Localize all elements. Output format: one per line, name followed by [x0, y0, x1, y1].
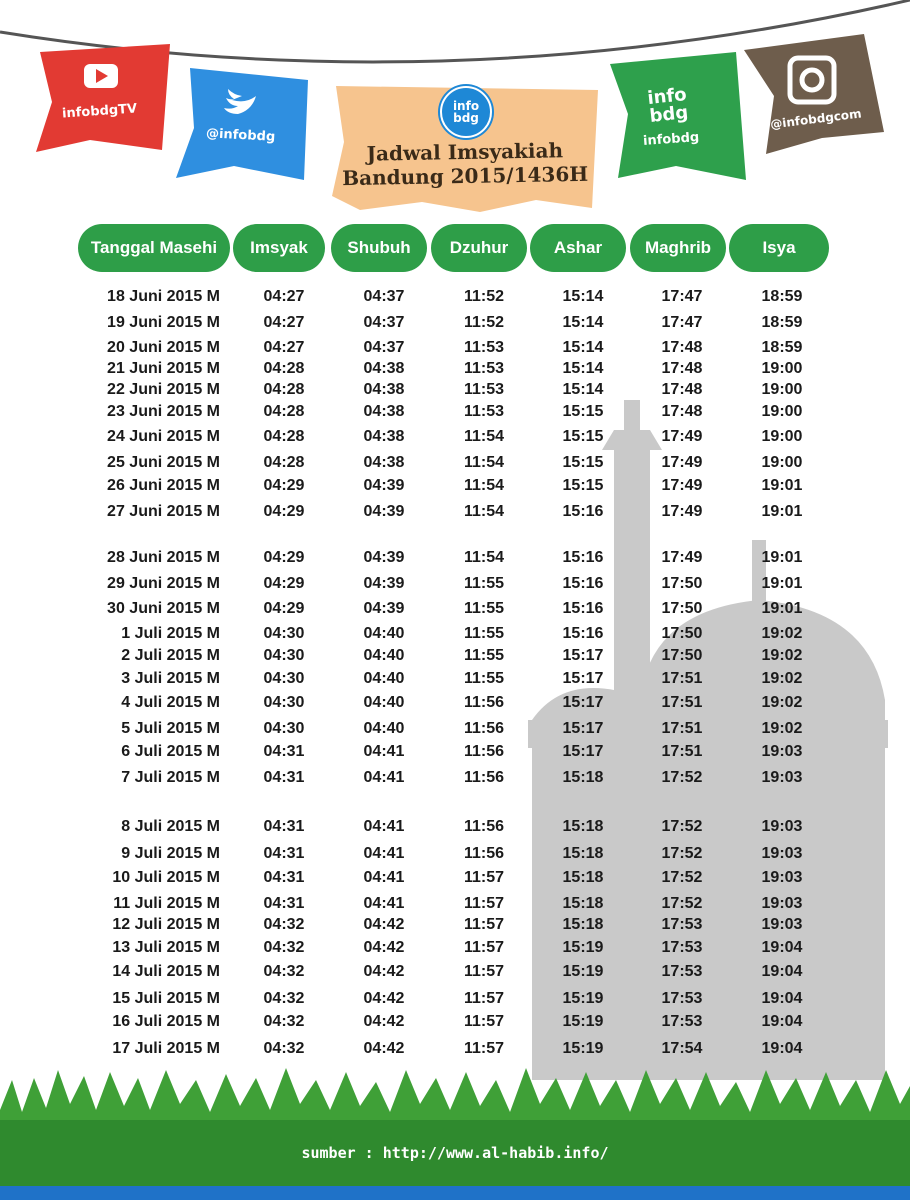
time-cell-imsyak: 04:31	[263, 769, 305, 786]
date-cell: 4 Juli 2015 M	[121, 694, 220, 711]
time-cell-shubuh: 04:38	[363, 381, 405, 398]
date-cell: 25 Juni 2015 M	[107, 454, 220, 471]
time-cell-ashar: 15:18	[562, 869, 604, 886]
table-row	[0, 288, 910, 308]
date-cell: 7 Juli 2015 M	[121, 769, 220, 786]
flag-instagram-label: @infobdgcom	[769, 106, 863, 132]
time-cell-dzuhur: 11:54	[463, 477, 505, 494]
time-cell-ashar: 15:15	[562, 403, 604, 420]
time-cell-maghrib: 17:53	[661, 939, 703, 956]
time-cell-dzuhur: 11:56	[463, 720, 505, 737]
time-cell-shubuh: 04:37	[363, 339, 405, 356]
time-cell-ashar: 15:19	[562, 963, 604, 980]
time-cell-shubuh: 04:39	[363, 549, 405, 566]
time-cell-isya: 19:02	[761, 647, 803, 664]
table-row	[0, 339, 910, 359]
time-cell-dzuhur: 11:53	[463, 339, 505, 356]
time-cell-isya: 19:01	[761, 549, 803, 566]
time-cell-imsyak: 04:30	[263, 720, 305, 737]
header-tanggal: Tanggal Masehi	[78, 224, 230, 272]
time-cell-isya: 19:04	[761, 1013, 803, 1030]
table-row	[0, 381, 910, 401]
time-cell-isya: 19:03	[761, 769, 803, 786]
time-cell-dzuhur: 11:56	[463, 818, 505, 835]
time-cell-dzuhur: 11:54	[463, 549, 505, 566]
time-cell-ashar: 15:16	[562, 575, 604, 592]
time-cell-ashar: 15:17	[562, 694, 604, 711]
time-cell-maghrib: 17:51	[661, 720, 703, 737]
table-row	[0, 939, 910, 959]
date-cell: 28 Juni 2015 M	[107, 549, 220, 566]
date-cell: 20 Juni 2015 M	[107, 339, 220, 356]
time-cell-shubuh: 04:40	[363, 625, 405, 642]
time-cell-maghrib: 17:53	[661, 990, 703, 1007]
date-cell: 10 Juli 2015 M	[112, 869, 220, 886]
time-cell-maghrib: 17:53	[661, 916, 703, 933]
time-cell-maghrib: 17:51	[661, 694, 703, 711]
time-cell-maghrib: 17:47	[661, 288, 703, 305]
time-cell-imsyak: 04:28	[263, 403, 305, 420]
time-cell-shubuh: 04:37	[363, 288, 405, 305]
time-cell-shubuh: 04:42	[363, 1040, 405, 1057]
time-cell-maghrib: 17:49	[661, 428, 703, 445]
time-cell-ashar: 15:18	[562, 818, 604, 835]
time-cell-shubuh: 04:41	[363, 769, 405, 786]
time-cell-shubuh: 04:38	[363, 454, 405, 471]
time-cell-dzuhur: 11:57	[463, 963, 505, 980]
table-row	[0, 503, 910, 523]
time-cell-ashar: 15:14	[562, 381, 604, 398]
time-cell-dzuhur: 11:54	[463, 428, 505, 445]
time-cell-dzuhur: 11:56	[463, 845, 505, 862]
time-cell-shubuh: 04:40	[363, 694, 405, 711]
time-cell-ashar: 15:14	[562, 288, 604, 305]
date-cell: 13 Juli 2015 M	[112, 939, 220, 956]
time-cell-ashar: 15:15	[562, 477, 604, 494]
time-cell-ashar: 15:16	[562, 600, 604, 617]
time-cell-shubuh: 04:42	[363, 1013, 405, 1030]
time-cell-isya: 19:00	[761, 381, 803, 398]
time-cell-imsyak: 04:27	[263, 314, 305, 331]
date-cell: 18 Juni 2015 M	[107, 288, 220, 305]
date-cell: 23 Juni 2015 M	[107, 403, 220, 420]
time-cell-ashar: 15:19	[562, 1040, 604, 1057]
time-cell-maghrib: 17:50	[661, 625, 703, 642]
date-cell: 6 Juli 2015 M	[121, 743, 220, 760]
time-cell-maghrib: 17:48	[661, 339, 703, 356]
time-cell-isya: 19:02	[761, 720, 803, 737]
time-cell-maghrib: 17:49	[661, 477, 703, 494]
time-cell-ashar: 15:14	[562, 314, 604, 331]
time-cell-isya: 19:01	[761, 600, 803, 617]
time-cell-dzuhur: 11:57	[463, 869, 505, 886]
table-row	[0, 769, 910, 789]
table-row	[0, 743, 910, 763]
time-cell-shubuh: 04:38	[363, 360, 405, 377]
table-row	[0, 869, 910, 889]
time-cell-isya: 19:00	[761, 454, 803, 471]
time-cell-dzuhur: 11:56	[463, 743, 505, 760]
table-row	[0, 895, 910, 915]
time-cell-dzuhur: 11:54	[463, 503, 505, 520]
time-cell-ashar: 15:14	[562, 360, 604, 377]
time-cell-imsyak: 04:31	[263, 845, 305, 862]
time-cell-imsyak: 04:29	[263, 477, 305, 494]
time-cell-imsyak: 04:32	[263, 963, 305, 980]
time-cell-dzuhur: 11:57	[463, 916, 505, 933]
date-cell: 16 Juli 2015 M	[112, 1013, 220, 1030]
time-cell-dzuhur: 11:56	[463, 694, 505, 711]
time-cell-imsyak: 04:27	[263, 288, 305, 305]
time-cell-ashar: 15:19	[562, 1013, 604, 1030]
table-row	[0, 428, 910, 448]
time-cell-imsyak: 04:32	[263, 1040, 305, 1057]
table-row	[0, 990, 910, 1010]
date-cell: 3 Juli 2015 M	[121, 670, 220, 687]
time-cell-imsyak: 04:32	[263, 990, 305, 1007]
table-row	[0, 575, 910, 595]
time-cell-imsyak: 04:30	[263, 670, 305, 687]
time-cell-isya: 18:59	[761, 314, 803, 331]
flag-infobdg-logo: info bdg	[646, 84, 690, 127]
time-cell-isya: 19:01	[761, 575, 803, 592]
time-cell-dzuhur: 11:53	[463, 360, 505, 377]
time-cell-shubuh: 04:38	[363, 428, 405, 445]
infobdg-logo: info bdg	[440, 86, 492, 138]
time-cell-shubuh: 04:40	[363, 670, 405, 687]
time-cell-ashar: 15:17	[562, 647, 604, 664]
time-cell-shubuh: 04:37	[363, 314, 405, 331]
header-isya: Isya	[729, 224, 829, 272]
time-cell-ashar: 15:17	[562, 670, 604, 687]
time-cell-ashar: 15:16	[562, 625, 604, 642]
date-cell: 11 Juli 2015 M	[113, 895, 220, 912]
time-cell-ashar: 15:18	[562, 916, 604, 933]
time-cell-maghrib: 17:51	[661, 670, 703, 687]
time-cell-shubuh: 04:40	[363, 720, 405, 737]
date-cell: 2 Juli 2015 M	[121, 647, 220, 664]
page-title-line1: Jadwal Imsyakiah	[366, 138, 564, 166]
time-cell-maghrib: 17:49	[661, 549, 703, 566]
time-cell-imsyak: 04:31	[263, 743, 305, 760]
time-cell-ashar: 15:14	[562, 339, 604, 356]
time-cell-maghrib: 17:49	[661, 454, 703, 471]
time-cell-ashar: 15:18	[562, 769, 604, 786]
time-cell-isya: 19:02	[761, 625, 803, 642]
time-cell-imsyak: 04:31	[263, 818, 305, 835]
time-cell-imsyak: 04:28	[263, 360, 305, 377]
time-cell-maghrib: 17:52	[661, 769, 703, 786]
time-cell-imsyak: 04:28	[263, 381, 305, 398]
time-cell-isya: 19:03	[761, 845, 803, 862]
time-cell-maghrib: 17:52	[661, 818, 703, 835]
time-cell-imsyak: 04:27	[263, 339, 305, 356]
date-cell: 8 Juli 2015 M	[121, 818, 220, 835]
time-cell-dzuhur: 11:57	[463, 895, 505, 912]
table-row	[0, 1040, 910, 1060]
time-cell-ashar: 15:18	[562, 845, 604, 862]
time-cell-shubuh: 04:39	[363, 575, 405, 592]
time-cell-isya: 19:03	[761, 895, 803, 912]
time-cell-ashar: 15:15	[562, 428, 604, 445]
page-title	[340, 138, 591, 190]
time-cell-shubuh: 04:41	[363, 845, 405, 862]
time-cell-imsyak: 04:31	[263, 869, 305, 886]
date-cell: 24 Juni 2015 M	[107, 428, 220, 445]
time-cell-dzuhur: 11:57	[463, 1013, 505, 1030]
time-cell-dzuhur: 11:57	[463, 1040, 505, 1057]
time-cell-imsyak: 04:29	[263, 549, 305, 566]
table-row	[0, 600, 910, 620]
table-row	[0, 625, 910, 645]
time-cell-isya: 19:03	[761, 743, 803, 760]
time-cell-shubuh: 04:42	[363, 939, 405, 956]
date-cell: 5 Juli 2015 M	[121, 720, 220, 737]
time-cell-ashar: 15:19	[562, 990, 604, 1007]
table-row	[0, 670, 910, 690]
time-cell-dzuhur: 11:55	[463, 625, 505, 642]
table-row	[0, 845, 910, 865]
date-cell: 12 Juli 2015 M	[112, 916, 220, 933]
table-row	[0, 963, 910, 983]
page-title-line2: Bandung 2015/1436H	[342, 161, 589, 191]
time-cell-isya: 19:04	[761, 1040, 803, 1057]
time-cell-imsyak: 04:29	[263, 503, 305, 520]
time-cell-imsyak: 04:30	[263, 694, 305, 711]
time-cell-ashar: 15:15	[562, 454, 604, 471]
time-cell-imsyak: 04:32	[263, 916, 305, 933]
date-cell: 27 Juni 2015 M	[107, 503, 220, 520]
time-cell-maghrib: 17:50	[661, 600, 703, 617]
date-cell: 26 Juni 2015 M	[107, 477, 220, 494]
time-cell-dzuhur: 11:56	[463, 769, 505, 786]
date-cell: 21 Juni 2015 M	[107, 360, 220, 377]
time-cell-dzuhur: 11:53	[463, 381, 505, 398]
time-cell-shubuh: 04:41	[363, 895, 405, 912]
time-cell-isya: 19:00	[761, 360, 803, 377]
bottom-bar	[0, 1186, 910, 1200]
time-cell-dzuhur: 11:55	[463, 600, 505, 617]
date-cell: 17 Juli 2015 M	[112, 1040, 220, 1057]
date-cell: 19 Juni 2015 M	[107, 314, 220, 331]
time-cell-imsyak: 04:29	[263, 600, 305, 617]
table-row	[0, 694, 910, 714]
time-cell-isya: 19:04	[761, 963, 803, 980]
table-row	[0, 1013, 910, 1033]
time-cell-isya: 19:04	[761, 939, 803, 956]
time-cell-maghrib: 17:47	[661, 314, 703, 331]
time-cell-isya: 19:04	[761, 990, 803, 1007]
time-cell-shubuh: 04:41	[363, 743, 405, 760]
time-cell-shubuh: 04:41	[363, 869, 405, 886]
time-cell-imsyak: 04:28	[263, 428, 305, 445]
time-cell-shubuh: 04:38	[363, 403, 405, 420]
time-cell-maghrib: 17:53	[661, 1013, 703, 1030]
time-cell-ashar: 15:17	[562, 743, 604, 760]
time-cell-shubuh: 04:39	[363, 477, 405, 494]
date-cell: 15 Juli 2015 M	[112, 990, 220, 1007]
time-cell-maghrib: 17:48	[661, 403, 703, 420]
time-cell-shubuh: 04:40	[363, 647, 405, 664]
time-cell-isya: 19:01	[761, 477, 803, 494]
time-cell-isya: 18:59	[761, 288, 803, 305]
time-cell-isya: 18:59	[761, 339, 803, 356]
time-cell-dzuhur: 11:57	[463, 939, 505, 956]
date-cell: 30 Juni 2015 M	[107, 600, 220, 617]
date-cell: 29 Juni 2015 M	[107, 575, 220, 592]
time-cell-imsyak: 04:31	[263, 895, 305, 912]
time-cell-dzuhur: 11:54	[463, 454, 505, 471]
time-cell-dzuhur: 11:53	[463, 403, 505, 420]
source-text: sumber : http://www.al-habib.info/	[301, 1144, 609, 1162]
time-cell-maghrib: 17:50	[661, 647, 703, 664]
table-row	[0, 647, 910, 667]
time-cell-maghrib: 17:52	[661, 869, 703, 886]
table-row	[0, 314, 910, 334]
time-cell-dzuhur: 11:55	[463, 647, 505, 664]
header-shubuh: Shubuh	[331, 224, 427, 272]
header-ashar: Ashar	[530, 224, 626, 272]
header-imsyak: Imsyak	[233, 224, 325, 272]
table-row	[0, 916, 910, 936]
time-cell-ashar: 15:19	[562, 939, 604, 956]
time-cell-maghrib: 17:52	[661, 845, 703, 862]
time-cell-dzuhur: 11:52	[463, 314, 505, 331]
time-cell-dzuhur: 11:55	[463, 575, 505, 592]
time-cell-isya: 19:02	[761, 694, 803, 711]
table-row	[0, 360, 910, 380]
time-cell-shubuh: 04:41	[363, 818, 405, 835]
time-cell-imsyak: 04:32	[263, 1013, 305, 1030]
table-row	[0, 549, 910, 569]
time-cell-isya: 19:01	[761, 503, 803, 520]
time-cell-imsyak: 04:28	[263, 454, 305, 471]
date-cell: 22 Juni 2015 M	[107, 381, 220, 398]
time-cell-isya: 19:03	[761, 869, 803, 886]
time-cell-isya: 19:03	[761, 916, 803, 933]
time-cell-shubuh: 04:42	[363, 916, 405, 933]
time-cell-maghrib: 17:54	[661, 1040, 703, 1057]
table-row	[0, 818, 910, 838]
time-cell-imsyak: 04:29	[263, 575, 305, 592]
table-row	[0, 477, 910, 497]
time-cell-maghrib: 17:50	[661, 575, 703, 592]
time-cell-dzuhur: 11:52	[463, 288, 505, 305]
time-cell-ashar: 15:16	[562, 549, 604, 566]
time-cell-maghrib: 17:53	[661, 963, 703, 980]
time-cell-maghrib: 17:48	[661, 360, 703, 377]
header-dzuhur: Dzuhur	[431, 224, 527, 272]
time-cell-ashar: 15:18	[562, 895, 604, 912]
date-cell: 1 Juli 2015 M	[121, 625, 220, 642]
time-cell-shubuh: 04:42	[363, 990, 405, 1007]
header-maghrib: Maghrib	[630, 224, 726, 272]
time-cell-isya: 19:00	[761, 403, 803, 420]
time-cell-ashar: 15:16	[562, 503, 604, 520]
time-cell-maghrib: 17:51	[661, 743, 703, 760]
time-cell-dzuhur: 11:57	[463, 990, 505, 1007]
table-row	[0, 454, 910, 474]
table-row	[0, 403, 910, 423]
time-cell-maghrib: 17:48	[661, 381, 703, 398]
time-cell-shubuh: 04:39	[363, 503, 405, 520]
time-cell-shubuh: 04:42	[363, 963, 405, 980]
time-cell-isya: 19:00	[761, 428, 803, 445]
flag-youtube-label: infobdgTV	[61, 101, 138, 122]
time-cell-isya: 19:03	[761, 818, 803, 835]
time-cell-maghrib: 17:49	[661, 503, 703, 520]
table-row	[0, 720, 910, 740]
flag-infobdg-label: infobdg	[642, 130, 700, 149]
time-cell-isya: 19:02	[761, 670, 803, 687]
time-cell-imsyak: 04:30	[263, 625, 305, 642]
flag-twitter-label: @infobdg	[205, 126, 276, 145]
grass	[0, 1068, 910, 1200]
time-cell-dzuhur: 11:55	[463, 670, 505, 687]
time-cell-maghrib: 17:52	[661, 895, 703, 912]
date-cell: 9 Juli 2015 M	[121, 845, 220, 862]
time-cell-imsyak: 04:32	[263, 939, 305, 956]
time-cell-imsyak: 04:30	[263, 647, 305, 664]
time-cell-shubuh: 04:39	[363, 600, 405, 617]
time-cell-ashar: 15:17	[562, 720, 604, 737]
date-cell: 14 Juli 2015 M	[112, 963, 220, 980]
